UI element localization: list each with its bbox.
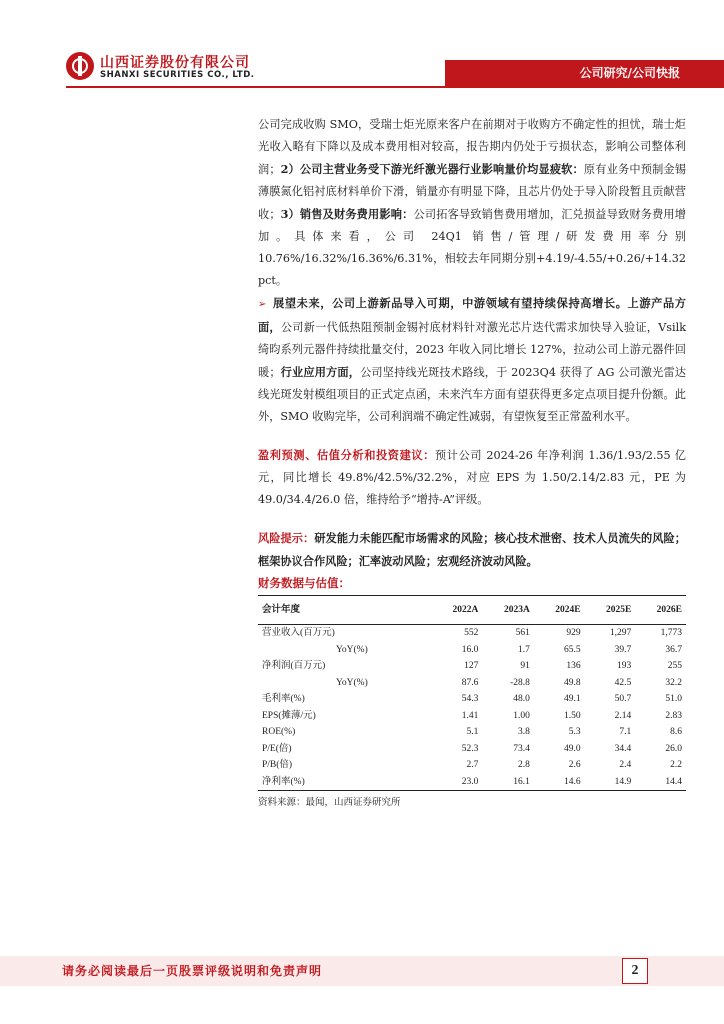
financial-table — [258, 595, 686, 791]
row-value: 193 — [617, 661, 632, 671]
row-label: EPS(摊薄/元) — [262, 710, 316, 721]
table-row — [258, 708, 686, 725]
row-value: 34.4 — [614, 743, 632, 754]
table-row — [258, 675, 686, 692]
row-value: 127 — [464, 661, 479, 671]
table-row — [258, 724, 686, 741]
row-value: 73.4 — [513, 743, 530, 754]
para2-run: 行业应用方面， — [280, 365, 361, 379]
report-content — [258, 114, 686, 811]
paragraph-forecast — [258, 444, 686, 511]
row-value: 1.00 — [513, 710, 530, 721]
table-header-cell: 2026E — [656, 605, 682, 615]
table-header-cell: 2022A — [452, 605, 479, 615]
row-label: 净利润(百万元) — [262, 661, 326, 671]
paragraph-profit-analysis — [258, 114, 686, 292]
table-header-row — [258, 596, 686, 625]
table-row — [258, 625, 686, 642]
para2-run: 公司新一代低热阻预制金锡衬底材料针对激光芯片迭代需求加快导入验证，Vsilk 绮昀系列元器件持续批量交付，2023 年收入同比增长 127%，拉动公司上游元器件回暖； — [258, 321, 686, 379]
row-label: 净利率(%) — [262, 776, 305, 787]
risk-label: 风险提示： — [258, 531, 315, 545]
financial-table-title: 财务数据与估值： — [258, 576, 350, 590]
row-value: 91 — [520, 661, 530, 671]
row-value: 14.6 — [563, 776, 581, 787]
para1-run: 公司完成收购 SMO，受瑞士炬光原来客户在前期对于收购方不确定性的担忧，瑞士炬光收入略有下降以及成本费用相对较高，报告期内仍处于亏损状态，影响公司整体利润； — [258, 118, 686, 176]
row-value: 36.7 — [665, 644, 682, 655]
row-value: 2.4 — [619, 760, 632, 770]
para1-run: 2）公司主营业务受下游光纤激光器行业影响量价均显疲软： — [280, 162, 584, 176]
row-value: 2.83 — [665, 710, 682, 721]
row-value: 16.1 — [513, 776, 530, 787]
table-header-cell: 2023A — [504, 605, 530, 615]
row-value: 39.7 — [614, 644, 632, 655]
paragraph-risk — [258, 527, 686, 573]
page-number: 2 — [622, 958, 648, 984]
row-value: 26.0 — [665, 743, 682, 754]
row-value: 2.2 — [670, 760, 682, 770]
table-header-cell: 会计年度 — [262, 605, 301, 615]
row-value: 1,773 — [660, 628, 682, 638]
row-value: 32.2 — [665, 677, 682, 688]
row-value: 65.5 — [563, 644, 581, 655]
row-value: 16.0 — [461, 644, 479, 655]
data-source: 资料来源：最闻，山西证券研究所 — [258, 797, 401, 808]
row-value: 1,297 — [609, 628, 632, 638]
row-value: 51.0 — [665, 694, 682, 704]
row-value: 561 — [515, 628, 530, 638]
row-label: P/E(倍) — [262, 743, 292, 754]
row-value: 136 — [566, 661, 581, 671]
row-value: 14.4 — [665, 776, 682, 787]
row-value: 7.1 — [619, 727, 632, 737]
table-row — [258, 691, 686, 708]
row-value: 54.3 — [461, 694, 479, 704]
table-row — [258, 741, 686, 758]
table-header-cell: 2025E — [605, 605, 632, 615]
row-value: 2.7 — [466, 760, 479, 770]
row-value: 2.6 — [568, 760, 581, 770]
page-header — [0, 0, 724, 96]
row-value: 50.7 — [614, 694, 632, 704]
row-value: 5.1 — [466, 727, 479, 737]
forecast-text: 预计公司 2024-26 年净利润 1.36/1.93/2.55 亿元，同比增长 49.8%/42.5%/32.2%，对应 EPS 为 1.50/2.14/2.83 元，PE 为 49.0/34.4/26.0 倍，维持给予“增持-A”评级。 — [258, 449, 686, 506]
row-value: 929 — [566, 628, 581, 638]
row-value: -28.8 — [510, 677, 530, 688]
table-row — [258, 774, 686, 791]
row-value: 48.0 — [513, 694, 530, 704]
table-header-cell: 2024E — [555, 605, 581, 615]
header-divider — [66, 86, 724, 88]
company-name-en: SHANXI SECURITIES CO., LTD. — [100, 70, 255, 80]
row-value: 1.50 — [563, 710, 581, 721]
risk-text: 研发能力未能匹配市场需求的风险；核心技术泄密、技术人员流失的风险；框架协议合作风险；汇率波动风险；宏观经济波动风险。 — [258, 531, 686, 568]
row-label: YoY(%) — [336, 644, 368, 655]
row-value: 87.6 — [461, 677, 479, 688]
row-value: 14.9 — [614, 776, 632, 787]
row-value: 1.41 — [461, 710, 479, 721]
bullet-arrow-icon: ➢ — [258, 299, 267, 310]
row-label: YoY(%) — [336, 677, 368, 688]
row-value: 8.6 — [670, 727, 682, 737]
row-value: 255 — [667, 661, 682, 671]
row-value: 1.7 — [518, 644, 530, 655]
table-row — [258, 642, 686, 659]
row-value: 49.0 — [563, 743, 581, 754]
row-value: 2.14 — [614, 710, 632, 721]
row-label: 毛利率(%) — [262, 694, 305, 704]
table-row — [258, 757, 686, 774]
para1-run: 3）销售及财务费用影响： — [280, 207, 414, 221]
para2-run: 展望未来，公司上游新品导入可期，中游领域有望持续保持高增长。上游产品方面， — [258, 296, 686, 334]
report-type-label: 公司研究/公司快报 — [579, 66, 680, 80]
row-value: 42.5 — [614, 677, 632, 688]
row-value: 552 — [464, 628, 479, 638]
row-label: ROE(%) — [262, 727, 296, 737]
row-label: P/B(倍) — [262, 760, 293, 770]
row-value: 52.3 — [461, 743, 479, 754]
row-value: 2.8 — [518, 760, 530, 770]
para1-run: 公司拓客导致销售费用增加，汇兑损益导致财务费用增加。具体来看，公司 24Q1 销售/管理/研发费用率分别 10.76%/16.32%/16.36%/6.31%，相较去年同期分别+4.19/-4.55/+0.26/+14.32 pct。 — [258, 208, 686, 287]
para2-run: 公司坚持线光斑技术路线，于 2023Q4 获得了 AG 公司激光雷达线光斑发射模组项目的正式定点函，未来汽车方面有望获得更多定点项目提升份额。此外，SMO 收购完毕，公司利润端不确定性减弱，有望恢复至正常盈利水平。 — [258, 366, 686, 423]
table-row — [258, 658, 686, 675]
footer-disclaimer: 请务必阅读最后一页股票评级说明和免责声明 — [62, 964, 323, 978]
forecast-label: 盈利预测、估值分析和投资建议： — [258, 448, 435, 462]
para1-run: 原有业务中预制金锡薄膜氮化铝衬底材料单价下滑，销量亦有明显下降，且芯片仍处于导入阶段暂且贡献营收； — [258, 163, 686, 221]
paragraph-outlook — [258, 292, 686, 428]
row-value: 49.8 — [563, 677, 581, 688]
row-value: 23.0 — [461, 776, 479, 787]
row-label: 营业收入(百万元) — [262, 628, 335, 638]
row-value: 5.3 — [568, 727, 581, 737]
company-logo-icon — [66, 52, 94, 80]
row-value: 49.1 — [563, 694, 581, 704]
row-value: 3.8 — [518, 727, 530, 737]
company-name-cn: 山西证券股份有限公司 — [100, 55, 250, 71]
